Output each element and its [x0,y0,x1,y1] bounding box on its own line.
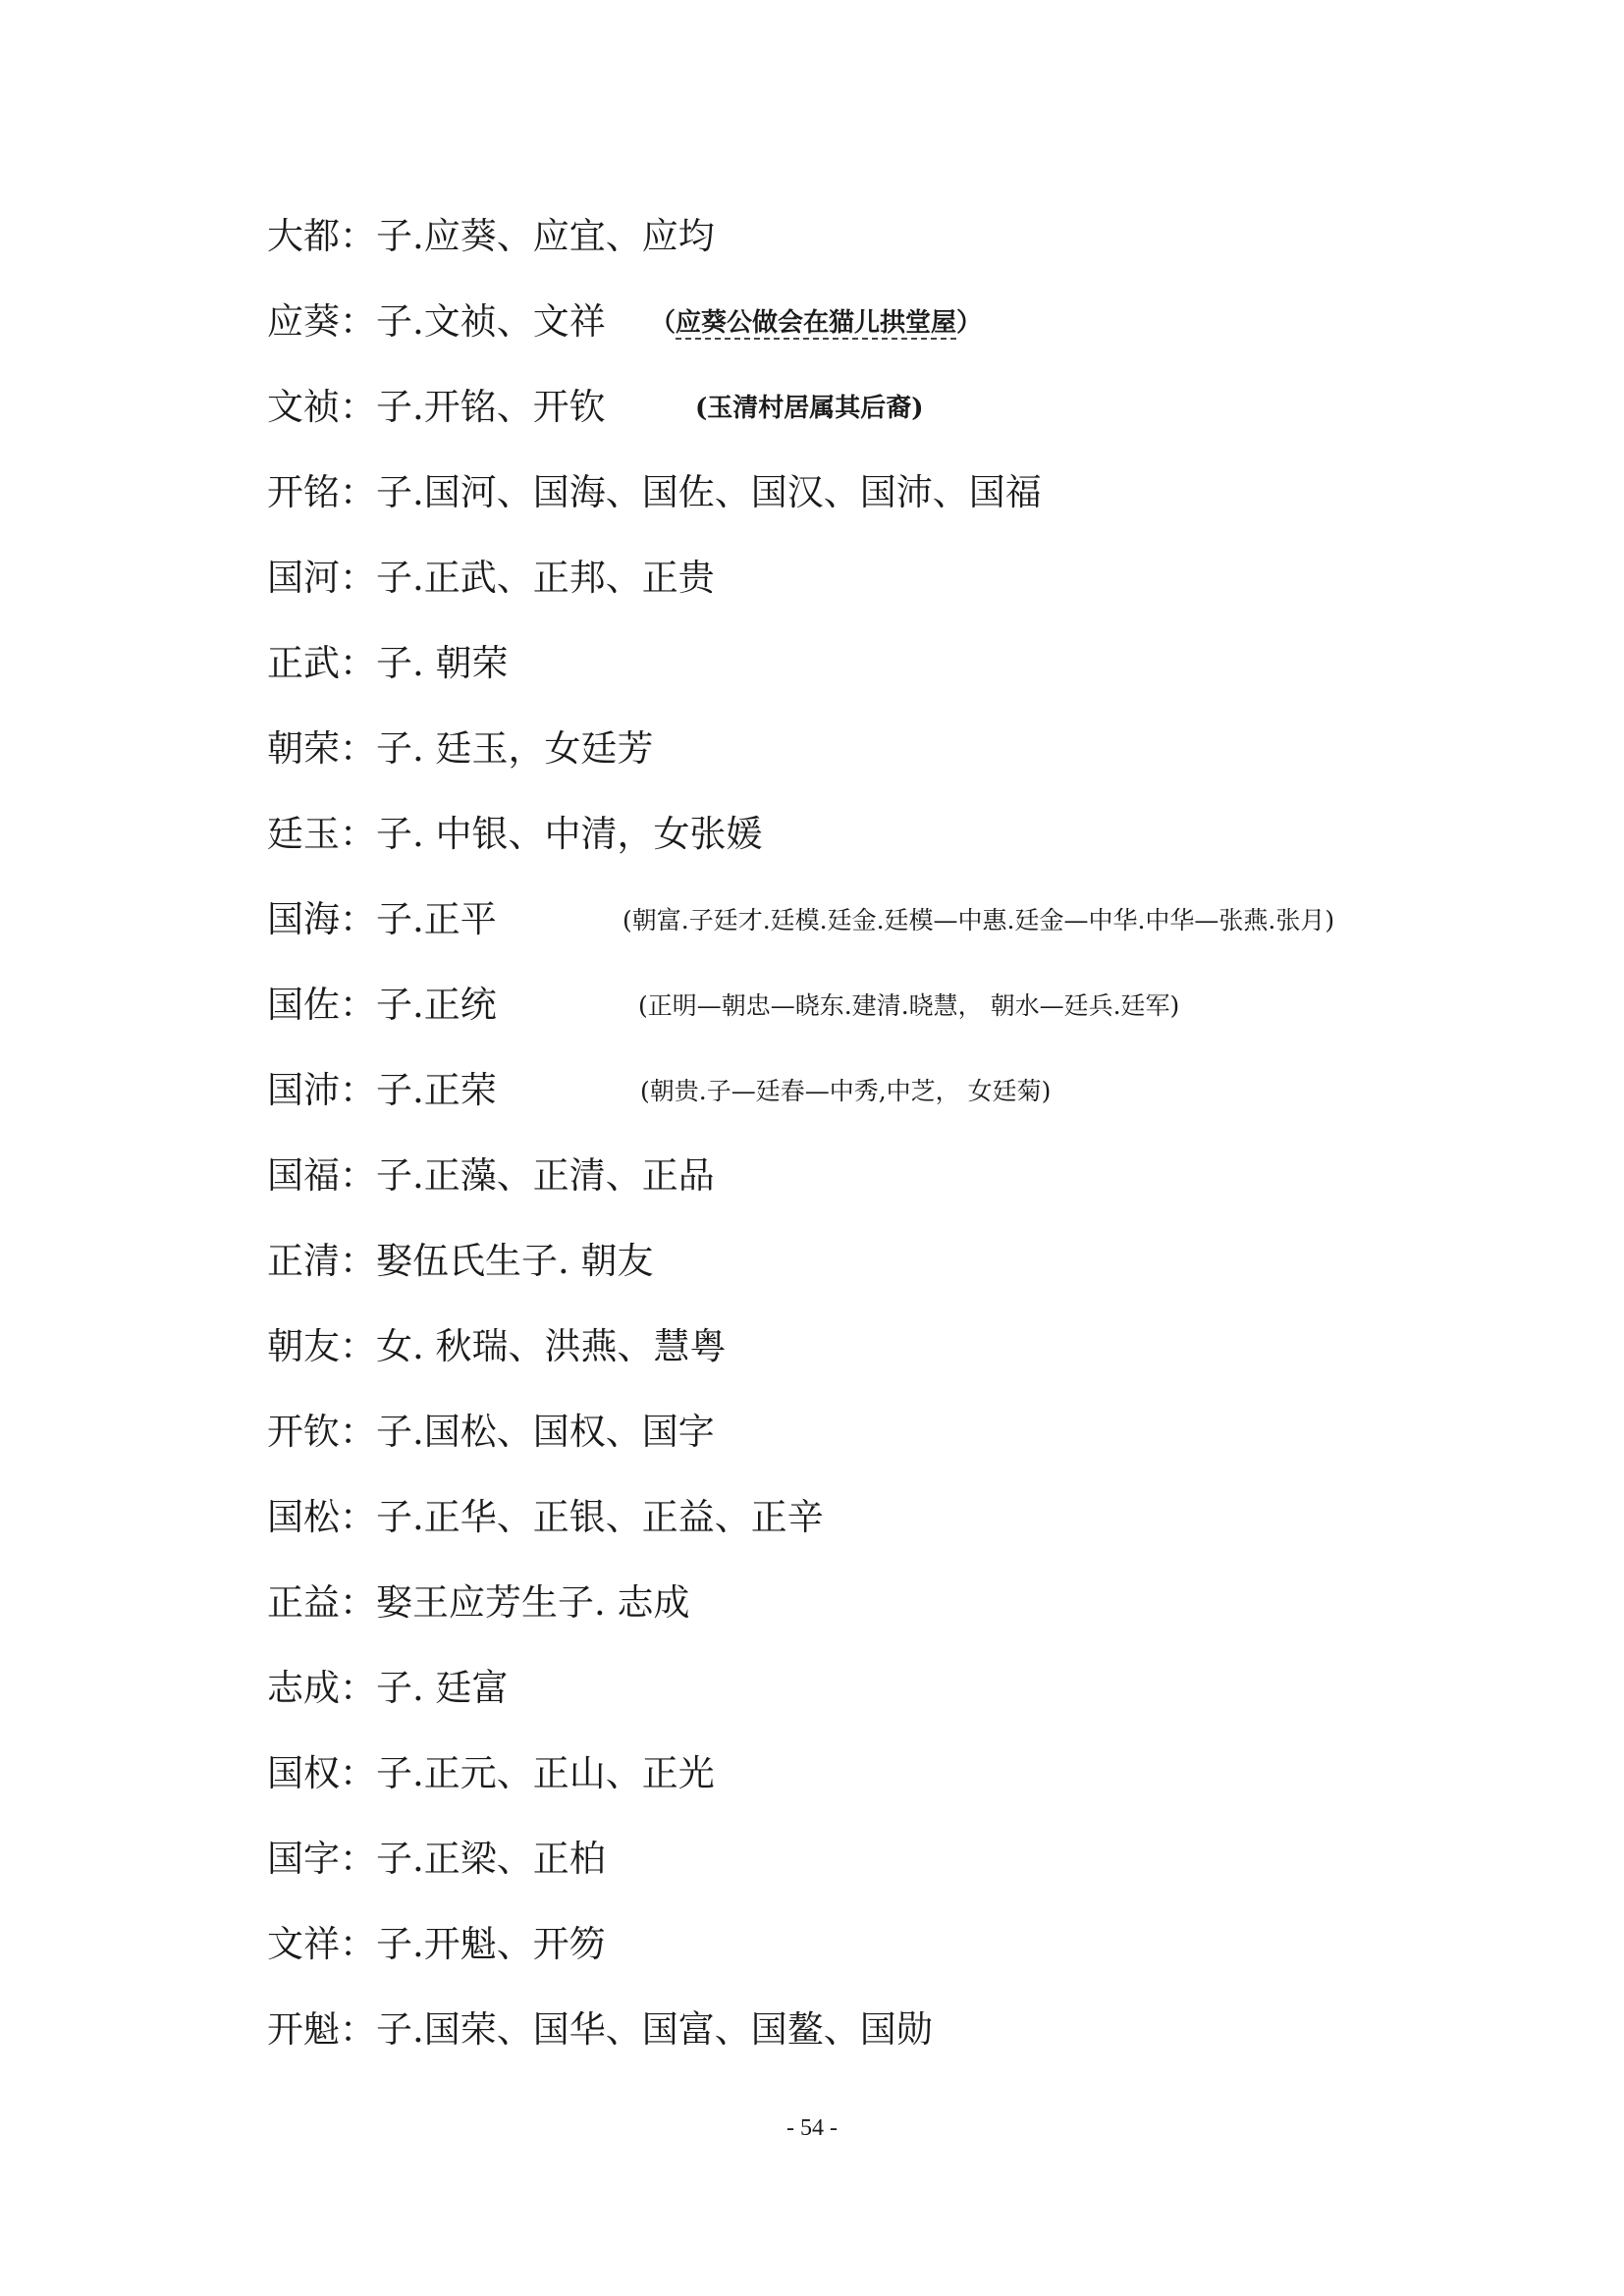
annotation-note-4: (正明—朝忠—晓东.建清.晓慧， 朝水—廷兵.廷军) [638,991,1180,1020]
genealogy-line-12: 国福：子.正藻、正清、正品 [267,1154,715,1197]
genealogy-line-10: 国佐：子.正统 [267,984,497,1026]
annotation-note-2: (玉清村居属其后裔) [695,394,924,423]
page-number: - 54 - [786,2115,838,2141]
genealogy-line-4: 开铭：子.国河、国海、国佐、国汉、国沛、国福 [267,471,1042,513]
genealogy-line-7: 朝荣：子. 廷玉，女廷芳 [267,727,654,770]
genealogy-line-15: 开钦：子.国松、国权、国字 [267,1411,715,1453]
genealogy-line-11: 国沛：子.正荣 [267,1069,497,1111]
genealogy-line-16: 国松：子.正华、正银、正益、正辛 [267,1496,824,1538]
genealogy-line-1: 大都：子.应葵、应宜、应均 [267,215,715,257]
genealogy-line-6: 正武：子. 朝荣 [267,642,509,684]
genealogy-line-5: 国河：子.正武、正邦、正贵 [267,557,715,599]
genealogy-line-17: 正益：娶王应芳生子. 志成 [267,1581,690,1624]
annotation-note-1 [650,303,982,343]
genealogy-line-20: 国字：子.正梁、正柏 [267,1838,606,1880]
genealogy-line-2: 应葵：子.文祯、文祥 [267,300,606,343]
annotation-note-1-close: ） [956,308,983,338]
annotation-note-1-open: （ [650,308,677,338]
genealogy-line-3: 文祯：子.开铭、开钦 [267,386,606,428]
genealogy-line-13: 正清：娶伍氏生子. 朝友 [267,1240,654,1282]
genealogy-line-14: 朝友：女. 秋瑞、洪燕、慧粤 [267,1325,727,1367]
annotation-note-3: (朝富.子廷才.廷模.廷金.廷模—中惠.廷金—中华.中华—张燕.张月) [623,906,1335,934]
annotation-note-1-text: 应葵公做会在猫儿拱堂屋 [676,308,957,338]
genealogy-line-21: 文祥：子.开魁、开笏 [267,1923,606,1965]
genealogy-line-22: 开魁：子.国荣、国华、国富、国鳌、国勋 [267,2008,933,2051]
annotation-note-5: (朝贵.子—廷春—中秀,中芝， 女廷菊) [640,1077,1052,1105]
genealogy-line-18: 志成：子. 廷富 [267,1667,509,1709]
genealogy-line-8: 廷玉：子. 中银、中清，女张媛 [267,813,763,855]
genealogy-line-19: 国权：子.正元、正山、正光 [267,1752,715,1794]
genealogy-line-9: 国海：子.正平 [267,898,497,940]
